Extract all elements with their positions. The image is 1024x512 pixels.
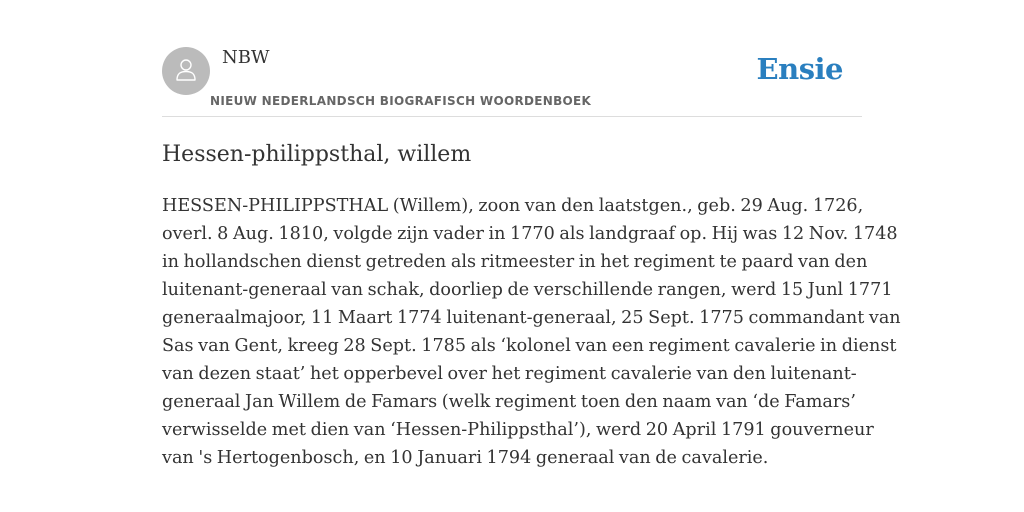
article-body-line: Sas van Gent, kreeg 28 Sept. 1785 als ‘kolonel van een regiment cavalerie in dienst — [162, 336, 897, 356]
article-body-line: van dezen staat’ het opperbevel over het regiment cavalerie van den luitenant- — [162, 364, 857, 384]
article-body-line: van 's Hertogenbosch, en 10 Januari 1794 generaal van de cavalerie. — [162, 448, 769, 468]
source-avatar[interactable] — [162, 47, 210, 95]
article-body — [162, 192, 901, 472]
article-body-line: verwisselde met dien van ‘Hessen-Philippsthal’), werd 20 April 1791 gouverneur — [162, 420, 874, 440]
source-name[interactable]: NBW — [222, 47, 270, 68]
user-icon — [173, 56, 199, 86]
article-card — [162, 0, 901, 512]
article-body-line: overl. 8 Aug. 1810, volgde zijn vader in 1770 als landgraaf op. Hij was 12 Nov. 1748 — [162, 224, 898, 244]
article-body-line: HESSEN-PHILIPPSTHAL (Willem), zoon van den laatstgen., geb. 29 Aug. 1726, — [162, 196, 864, 216]
ensie-logo[interactable]: Ensie — [756, 52, 843, 86]
article-body-line: generaalmajoor, 11 Maart 1774 luitenant-generaal, 25 Sept. 1775 commandant van — [162, 308, 901, 328]
article-title: Hessen-philippsthal, willem — [162, 142, 472, 167]
article-body-line: luitenant-generaal van schak, doorliep de verschillende rangen, werd 15 Junl 1771 — [162, 280, 893, 300]
article-body-line: generaal Jan Willem de Famars (welk regiment toen den naam van ‘de Famars’ — [162, 392, 856, 412]
source-full-name: NIEUW NEDERLANDSCH BIOGRAFISCH WOORDENBOEK — [210, 94, 592, 108]
article-body-line: in hollandschen dienst getreden als ritmeester in het regiment te paard van den — [162, 252, 868, 272]
article-header — [162, 0, 862, 117]
